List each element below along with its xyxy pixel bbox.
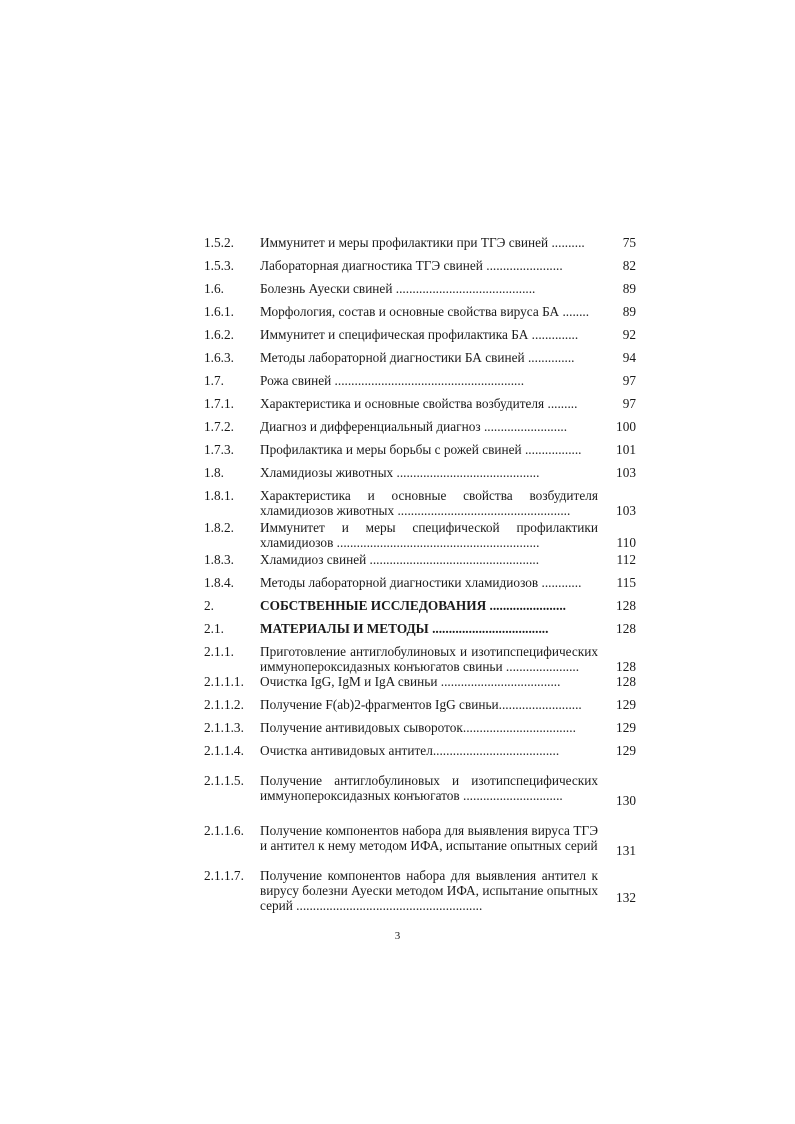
toc-entry	[204, 350, 636, 365]
toc-entry-title: Морфология, состав и основные свойства вируса БА ........	[260, 304, 590, 319]
toc-entry-page: 103	[616, 465, 636, 480]
toc-entry-number: 2.	[204, 598, 214, 613]
toc-entry	[204, 465, 636, 480]
page-number: 3	[394, 930, 401, 942]
toc-entry	[204, 552, 636, 567]
toc-entry-title: Иммунитет и специфическая профилактика БА ..............	[260, 327, 579, 342]
toc-entry-page: 128	[616, 674, 636, 689]
toc-entry-page: 82	[622, 258, 636, 273]
toc-entry	[204, 373, 636, 388]
toc-entry-page: 128	[616, 598, 636, 613]
toc-entry-number: 1.8.4.	[204, 575, 234, 590]
toc-entry-title: Получение антивидовых сывороток..................................	[260, 720, 576, 735]
toc-entry-title: Очистка IgG, IgM и IgA свиньи ....................................	[260, 674, 561, 689]
toc-entry-number: 1.8.2.	[204, 520, 234, 535]
toc-entry-page: 129	[616, 720, 636, 735]
toc-entry	[204, 674, 636, 689]
toc-entry-number: 1.7.	[204, 373, 224, 388]
toc-entry	[204, 621, 636, 636]
toc-entry-page: 89	[622, 304, 636, 319]
toc-entry-number: 2.1.1.4.	[204, 743, 244, 758]
toc-entry-title: Получение F(ab)2-фрагментов IgG свиньи.........................	[260, 697, 582, 712]
toc-entry-page: 100	[616, 419, 636, 434]
toc-entry-title: Получение компонентов набора для выявления вируса ТГЭ и антител к нему методом ИФА, испытание опытных серий	[260, 823, 598, 853]
toc-entry	[204, 697, 636, 712]
toc-entry-number: 1.6.	[204, 281, 224, 296]
toc-entry-title: Получение антиглобулиновых и изотипспецифических иммунопероксидазных конъюгатов ..............................	[260, 773, 598, 803]
toc-entry	[204, 823, 636, 858]
toc-entry-page: 110	[616, 535, 636, 550]
toc-entry-page: 128	[616, 621, 636, 636]
toc-entry-title: Болезнь Ауески свиней ..........................................	[260, 281, 536, 296]
toc-entry-page: 89	[622, 281, 636, 296]
toc-entry-page: 101	[616, 442, 636, 457]
toc-entry-number: 2.1.1.5.	[204, 773, 244, 788]
toc-entry-page: 112	[616, 552, 636, 567]
toc-entry-number: 2.1.1.6.	[204, 823, 244, 838]
toc-entry-page: 131	[616, 843, 636, 858]
toc-entry-page: 92	[622, 327, 636, 342]
toc-entry-number: 1.7.1.	[204, 396, 234, 411]
toc-entry-page: 129	[616, 697, 636, 712]
toc-entry-page: 94	[622, 350, 636, 365]
toc-entry-number: 1.6.3.	[204, 350, 234, 365]
toc-entry-number: 2.1.1.3.	[204, 720, 244, 735]
toc-entry-page: 129	[616, 743, 636, 758]
toc-entry	[204, 644, 636, 674]
toc-entry-title: Хламидиоз свиней ...................................................	[260, 552, 540, 567]
toc-entry-page: 115	[616, 575, 636, 590]
toc-entry-title: Иммунитет и меры специфической профилактики хламидиозов .............................................................	[260, 520, 598, 550]
toc-entry-number: 2.1.1.7.	[204, 868, 244, 883]
toc-entry-title: Лабораторная диагностика ТГЭ свиней .......................	[260, 258, 563, 273]
toc-entry-page: 130	[616, 793, 636, 808]
toc-entry	[204, 488, 636, 518]
toc-entry	[204, 598, 636, 613]
toc-entry	[204, 304, 636, 319]
toc-entry	[204, 235, 636, 250]
toc-entry	[204, 868, 636, 913]
toc-entry-title: СОБСТВЕННЫЕ ИССЛЕДОВАНИЯ .......................	[260, 598, 566, 613]
toc-entry-title: Профилактика и меры борьбы с рожей свиней .................	[260, 442, 582, 457]
toc-entry	[204, 419, 636, 434]
toc-entry-title: Методы лабораторной диагностики БА свиней ..............	[260, 350, 575, 365]
toc-entry-number: 2.1.1.	[204, 644, 234, 659]
toc-entry	[204, 743, 636, 758]
table-of-contents	[204, 235, 636, 913]
toc-entry-page: 132	[616, 890, 636, 905]
toc-entry-title: Рожа свиней .........................................................	[260, 373, 525, 388]
toc-entry-number: 1.7.3.	[204, 442, 234, 457]
toc-entry	[204, 773, 636, 808]
toc-entry	[204, 396, 636, 411]
toc-entry	[204, 442, 636, 457]
toc-entry-number: 1.5.2.	[204, 235, 234, 250]
toc-entry-number: 1.6.2.	[204, 327, 234, 342]
toc-entry-title: Приготовление антиглобулиновых и изотипспецифических иммунопероксидазных конъюгатов свиньи ......................	[260, 644, 598, 674]
toc-entry-number: 1.8.1.	[204, 488, 234, 503]
toc-entry-page: 103	[616, 503, 636, 518]
toc-entry-number: 1.5.3.	[204, 258, 234, 273]
toc-entry	[204, 281, 636, 296]
toc-entry	[204, 575, 636, 590]
toc-entry-title: Диагноз и дифференциальный диагноз .........................	[260, 419, 568, 434]
toc-entry-number: 2.1.1.2.	[204, 697, 244, 712]
toc-entry-number: 1.6.1.	[204, 304, 234, 319]
toc-entry-number: 2.1.1.1.	[204, 674, 244, 689]
toc-entry-page: 75	[622, 235, 636, 250]
toc-entry	[204, 720, 636, 735]
toc-entry	[204, 258, 636, 273]
toc-entry-page: 97	[622, 396, 636, 411]
toc-entry-title: МАТЕРИАЛЫ И МЕТОДЫ ...................................	[260, 621, 549, 636]
toc-entry-title: Хламидиозы животных ...........................................	[260, 465, 540, 480]
toc-entry	[204, 520, 636, 550]
toc-entry-title: Методы лабораторной диагностики хламидиозов ............	[260, 575, 582, 590]
toc-entry-number: 1.7.2.	[204, 419, 234, 434]
toc-entry-title: Характеристика и основные свойства возбудителя хламидиозов животных ....................................................	[260, 488, 598, 518]
toc-entry-number: 2.1.	[204, 621, 224, 636]
toc-entry-page: 97	[622, 373, 636, 388]
toc-entry-title: Получение компонентов набора для выявления антител к вирусу болезни Ауески методом ИФА, испытание опытных серий ........................................................	[260, 868, 598, 913]
toc-entry-title: Иммунитет и меры профилактики при ТГЭ свиней ..........	[260, 235, 585, 250]
toc-entry-page: 128	[616, 659, 636, 674]
toc-entry	[204, 327, 636, 342]
toc-entry-number: 1.8.	[204, 465, 224, 480]
toc-entry-title: Очистка антивидовых антител......................................	[260, 743, 560, 758]
toc-entry-number: 1.8.3.	[204, 552, 234, 567]
toc-entry-title: Характеристика и основные свойства возбудителя .........	[260, 396, 578, 411]
